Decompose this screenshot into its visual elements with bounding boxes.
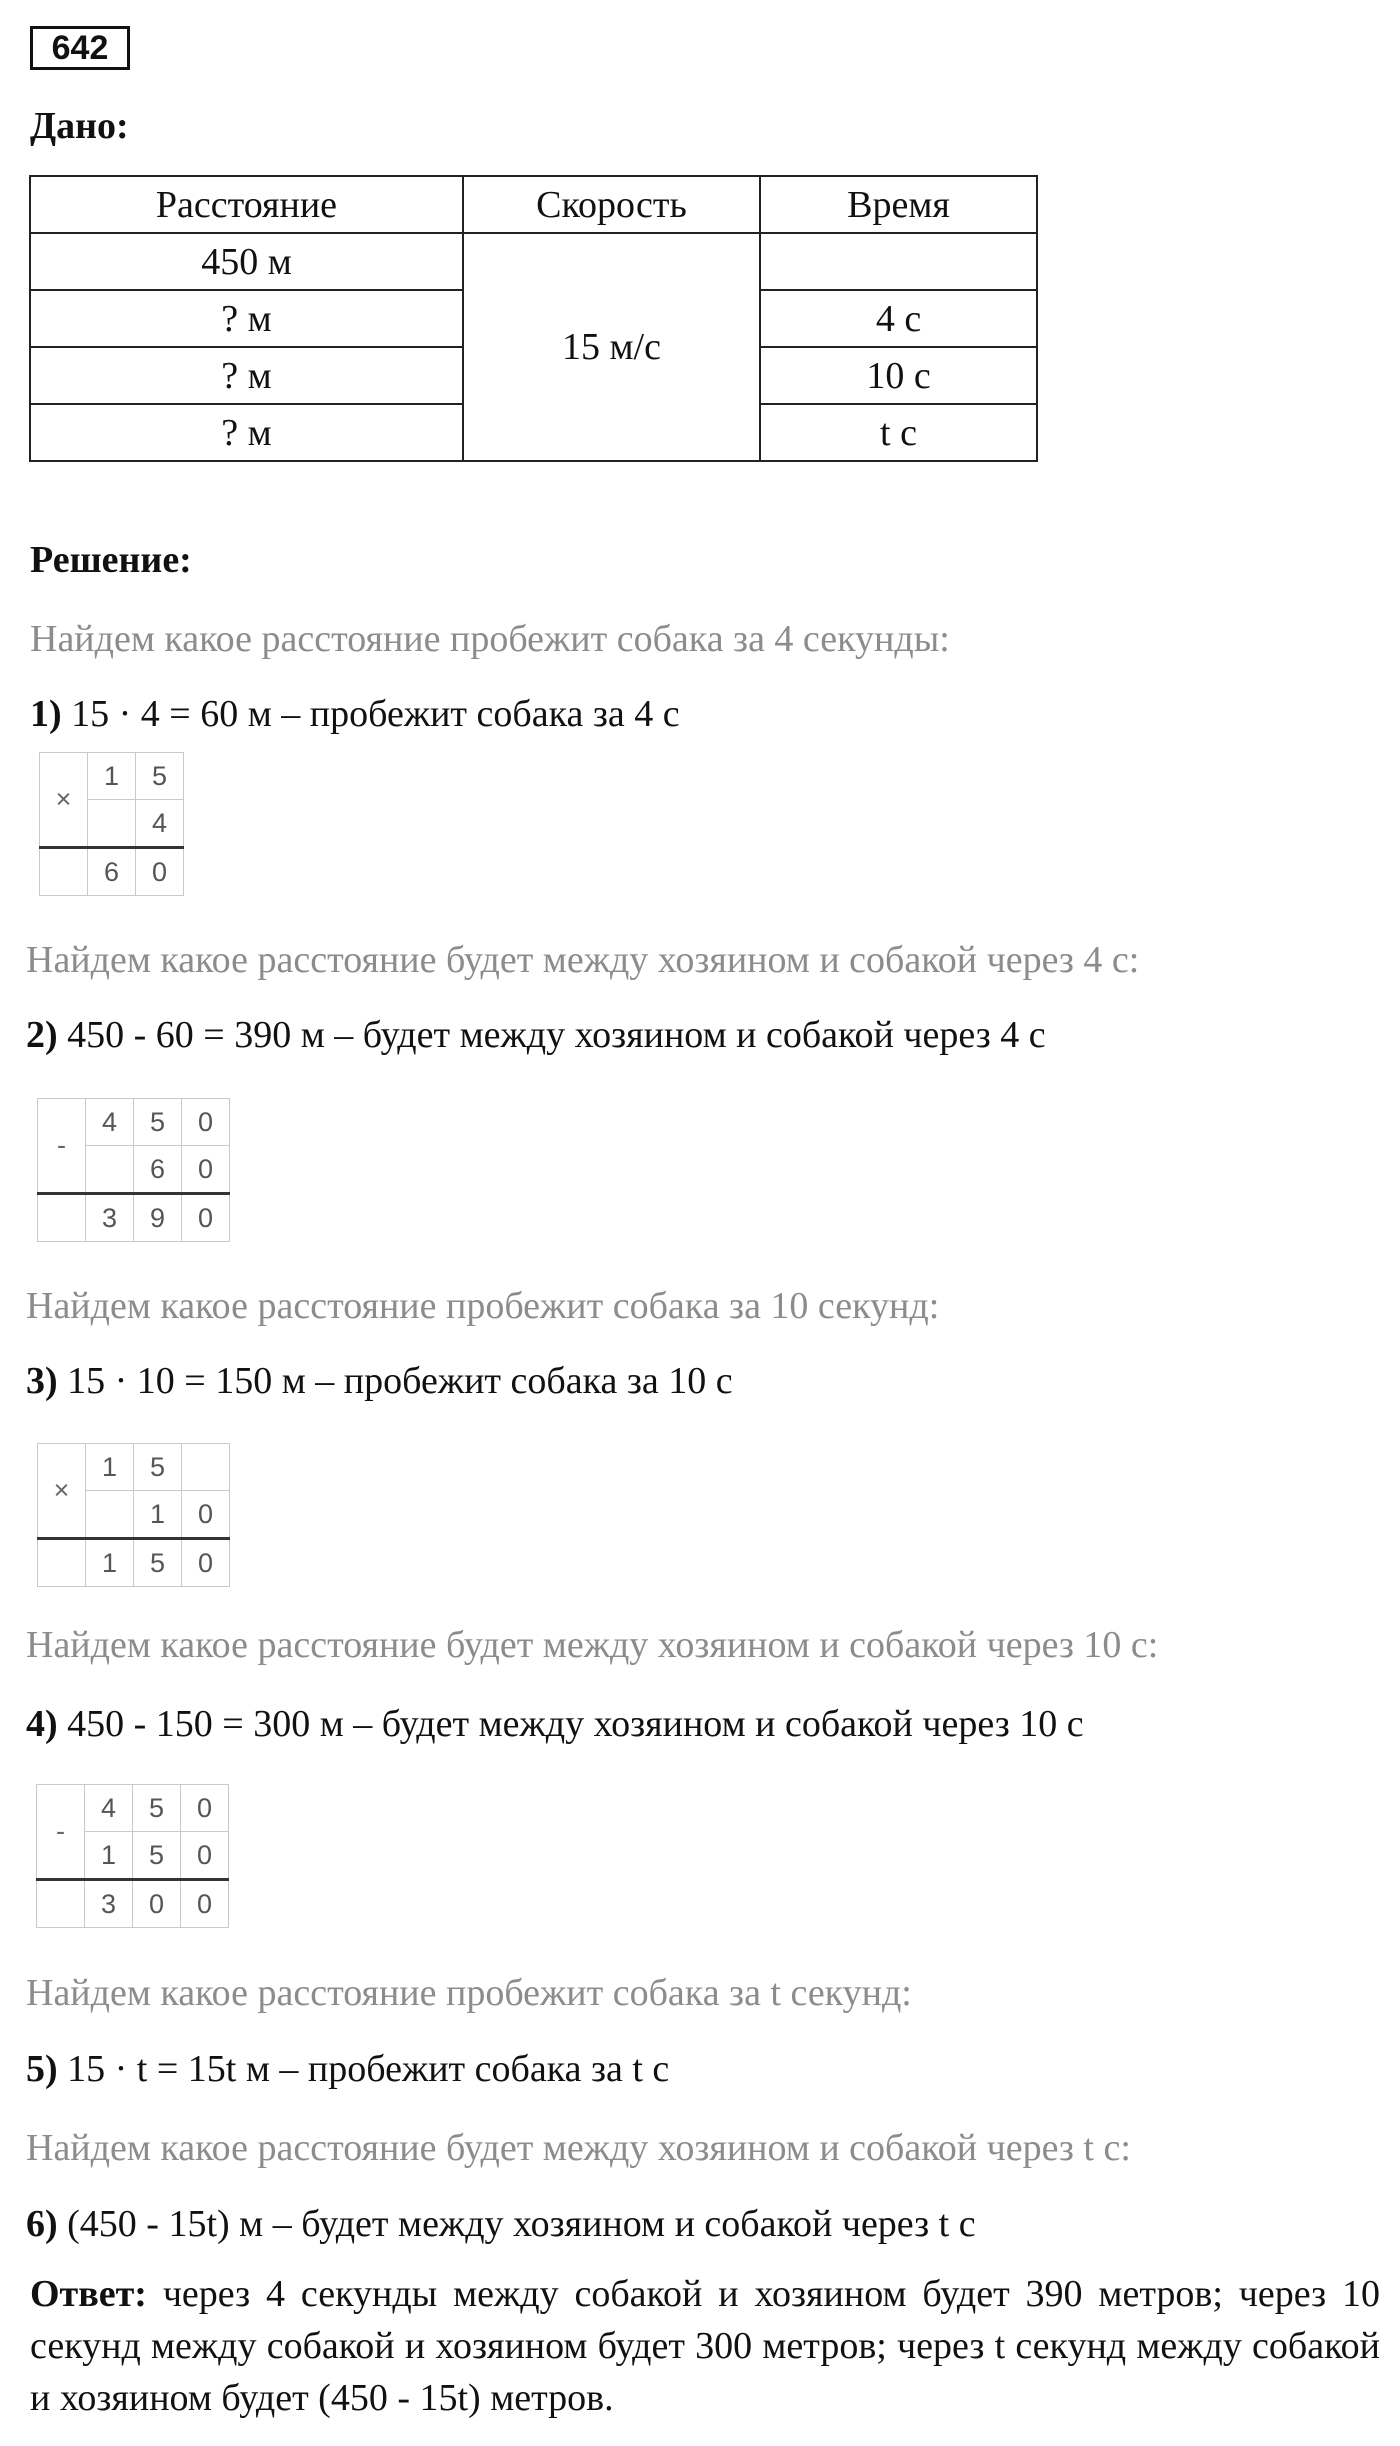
step-text: (450 - 15t) м – будет между хозяином и собакой через t с	[67, 2203, 976, 2245]
calc-digit: 5	[133, 1832, 181, 1880]
step-line	[26, 1359, 733, 1403]
given-table	[29, 175, 1038, 462]
step-number: 5)	[26, 2048, 58, 2090]
calc-digit: 0	[182, 1194, 230, 1242]
step-line	[26, 1702, 1084, 1746]
calc-digit: 0	[182, 1146, 230, 1194]
calc-digit: 0	[181, 1785, 229, 1832]
calc-digit: 0	[182, 1539, 230, 1587]
calc-digit: 9	[134, 1194, 182, 1242]
calc-digit: 6	[134, 1146, 182, 1194]
time-cell	[760, 233, 1037, 290]
given-heading: Дано:	[30, 105, 129, 147]
step-number: 4)	[26, 1703, 58, 1745]
step-text: 450 - 150 = 300 м – будет между хозяином и собакой через 10 с	[67, 1703, 1084, 1745]
calc-digit: 4	[86, 1099, 134, 1146]
step-text: 15 · 10 = 150 м – пробежит собака за 10 с	[67, 1360, 733, 1402]
step-number: 6)	[26, 2203, 58, 2245]
header-distance: Расстояние	[30, 176, 463, 233]
calc-subtraction	[36, 1784, 229, 1928]
calc-digit: 4	[85, 1785, 133, 1832]
step-line	[26, 2202, 976, 2246]
step-number: 1)	[30, 693, 62, 735]
problem-number: 642	[30, 26, 130, 70]
distance-cell: ? м	[30, 404, 463, 461]
calc-digit: 1	[85, 1832, 133, 1880]
calc-digit: 5	[134, 1444, 182, 1491]
distance-cell: ? м	[30, 347, 463, 404]
step-hint: Найдем какое расстояние будет между хозяином и собакой через t с:	[26, 2127, 1131, 2169]
calc-digit: 1	[88, 753, 136, 800]
distance-cell: 450 м	[30, 233, 463, 290]
calc-digit: 5	[136, 753, 184, 800]
calc-digit: 5	[133, 1785, 181, 1832]
table-row	[30, 233, 1037, 290]
calc-digit: 5	[134, 1099, 182, 1146]
calc-operator: ×	[38, 1444, 86, 1539]
calc-digit	[88, 800, 136, 848]
time-cell: 4 с	[760, 290, 1037, 347]
calc-digit: 1	[86, 1539, 134, 1587]
step-hint: Найдем какое расстояние пробежит собака за 10 секунд:	[26, 1285, 940, 1327]
calc-digit: 1	[134, 1491, 182, 1539]
step-hint: Найдем какое расстояние пробежит собака за t секунд:	[26, 1972, 912, 2014]
step-hint: Найдем какое расстояние будет между хозяином и собакой через 10 с:	[26, 1624, 1159, 1666]
calc-digit	[37, 1880, 85, 1928]
speed-cell: 15 м/с	[463, 233, 760, 461]
answer-label: Ответ:	[30, 2273, 147, 2315]
calc-digit	[38, 1194, 86, 1242]
calc-digit: 0	[181, 1832, 229, 1880]
answer-paragraph	[30, 2268, 1380, 2424]
header-time: Время	[760, 176, 1037, 233]
calc-digit: 3	[85, 1880, 133, 1928]
calc-digit: 3	[86, 1194, 134, 1242]
answer-text: через 4 секунды между собакой и хозяином будет 390 метров; через 10 секунд между собакой и хозяином будет 300 метров; через t секунд между собакой и хозяином будет (450 - 15t) метров.	[30, 2273, 1380, 2419]
solution-heading: Решение:	[30, 539, 192, 581]
step-line	[26, 1013, 1046, 1057]
calc-digit: 5	[134, 1539, 182, 1587]
calc-digit	[86, 1491, 134, 1539]
step-text: 15 · 4 = 60 м – пробежит собака за 4 с	[71, 693, 680, 735]
calc-digit	[38, 1539, 86, 1587]
calc-digit: 0	[182, 1491, 230, 1539]
step-text: 15 · t = 15t м – пробежит собака за t с	[67, 2048, 670, 2090]
calc-digit: 6	[88, 848, 136, 896]
step-text: 450 - 60 = 390 м – будет между хозяином и собакой через 4 с	[67, 1014, 1046, 1056]
step-line	[30, 692, 680, 736]
time-cell: t с	[760, 404, 1037, 461]
calc-operator: ×	[40, 753, 88, 848]
calc-digit: 1	[86, 1444, 134, 1491]
calc-operator: -	[38, 1099, 86, 1194]
calc-subtraction	[37, 1098, 230, 1242]
step-number: 2)	[26, 1014, 58, 1056]
calc-digit: 4	[136, 800, 184, 848]
calc-digit	[86, 1146, 134, 1194]
time-cell: 10 с	[760, 347, 1037, 404]
calc-digit: 0	[182, 1099, 230, 1146]
step-line	[26, 2047, 669, 2091]
calc-multiplication	[37, 1443, 230, 1587]
calc-digit	[40, 848, 88, 896]
step-hint: Найдем какое расстояние будет между хозяином и собакой через 4 с:	[26, 939, 1140, 981]
given-table-header	[30, 176, 1037, 233]
calc-operator: -	[37, 1785, 85, 1880]
calc-multiplication	[39, 752, 184, 896]
distance-cell: ? м	[30, 290, 463, 347]
calc-digit	[182, 1444, 230, 1491]
calc-digit: 0	[181, 1880, 229, 1928]
calc-digit: 0	[136, 848, 184, 896]
step-number: 3)	[26, 1360, 58, 1402]
step-hint: Найдем какое расстояние пробежит собака за 4 секунды:	[30, 618, 950, 660]
calc-digit: 0	[133, 1880, 181, 1928]
header-speed: Скорость	[463, 176, 760, 233]
